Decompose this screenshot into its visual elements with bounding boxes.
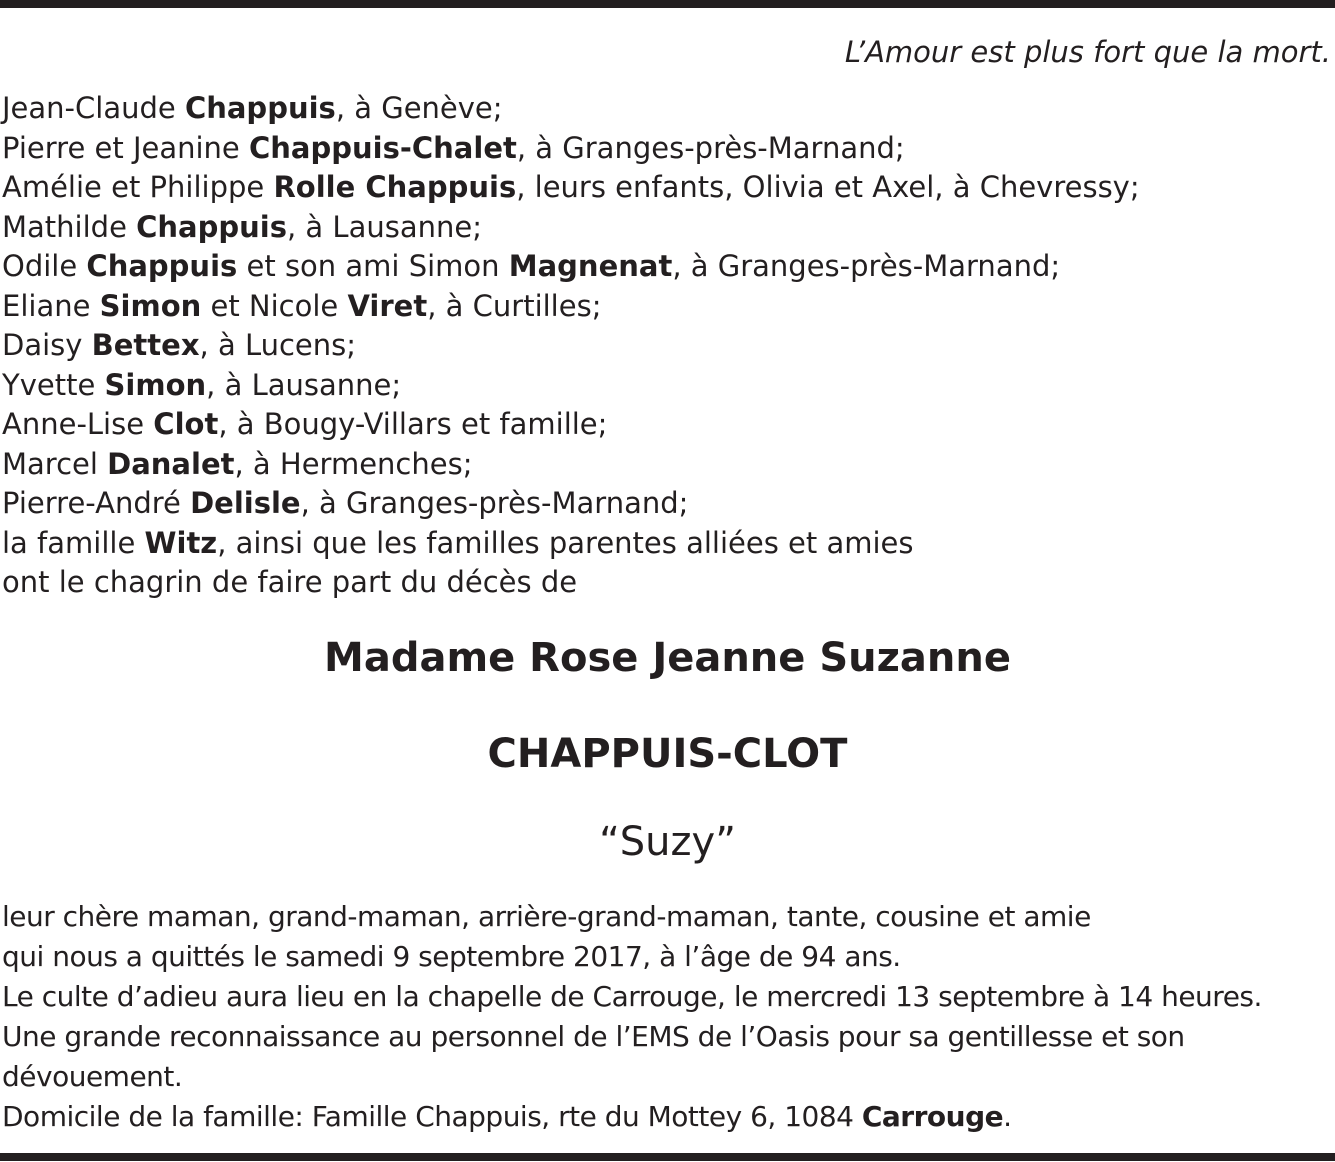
family-line: Yvette Simon, à Lausanne; — [2, 367, 402, 402]
family-surname: Magnenat — [508, 249, 673, 283]
family-line: Pierre et Jeanine Chappuis-Chalet, à Granges-près-Marnand; — [2, 130, 905, 165]
family-line: Eliane Simon et Nicole Viret, à Curtilles; — [2, 288, 602, 323]
family-surname: Delisle — [190, 486, 301, 520]
top-rule — [0, 0, 1335, 8]
family-list — [2, 89, 1140, 603]
closing-line: Le culte d’adieu aura lieu en la chapelle de Carrouge, le mercredi 13 septembre à 14 heures. — [2, 980, 1262, 1013]
family-address-line: Domicile de la famille: Famille Chappuis, rte du Mottey 6, 1084 Carrouge. — [2, 1100, 1012, 1133]
deceased-surname: CHAPPUIS-CLOT — [487, 731, 848, 777]
closing-line: Une grande reconnaissance au personnel de l’EMS de l’Oasis pour sa gentillesse et son — [2, 1020, 1185, 1053]
family-line: Odile Chappuis et son ami Simon Magnenat, à Granges-près-Marnand; — [2, 249, 1061, 283]
announcement-line: ont le chagrin de faire part du décès de — [2, 565, 578, 599]
deceased-name: Madame Rose Jeanne Suzanne — [324, 635, 1011, 681]
family-line: Mathilde Chappuis, à Lausanne; — [2, 209, 482, 244]
family-surname: Chappuis — [136, 209, 287, 244]
family-line: Daisy Bettex, à Lucens; — [2, 328, 357, 362]
family-surname: Simon — [104, 367, 207, 402]
family-surname: Bettex — [91, 328, 200, 362]
family-surname: Witz — [144, 525, 218, 560]
closing-text — [2, 897, 1262, 1137]
closing-line: qui nous a quittés le samedi 9 septembre 2017, à l’âge de 94 ans. — [2, 940, 901, 973]
family-surname: Chappuis — [86, 249, 238, 283]
closing-line: leur chère maman, grand-maman, arrière-grand-maman, tante, cousine et amie — [2, 900, 1091, 933]
family-line: Marcel Danalet, à Hermenches; — [2, 446, 473, 481]
address-town: Carrouge — [861, 1100, 1004, 1133]
family-surname: Rolle Chappuis — [273, 170, 517, 204]
family-line: Anne-Lise Clot, à Bougy-Villars et famille; — [2, 407, 608, 441]
family-surname: Clot — [153, 407, 219, 441]
family-line: Amélie et Philippe Rolle Chappuis, leurs enfants, Olivia et Axel, à Chevressy; — [2, 170, 1140, 204]
family-surname: Chappuis — [184, 91, 336, 125]
family-surname: Danalet — [107, 446, 235, 481]
family-surname: Viret — [347, 288, 428, 323]
bottom-rule — [0, 1153, 1335, 1161]
family-surname: Simon — [99, 288, 202, 323]
epigraph: L’Amour est plus fort que la mort. — [844, 35, 1331, 69]
family-line: Jean-Claude Chappuis, à Genève; — [2, 91, 503, 125]
deceased-nickname: “Suzy” — [599, 819, 736, 865]
family-line: la famille Witz, ainsi que les familles parentes alliées et amies — [2, 525, 914, 560]
closing-line: dévouement. — [2, 1060, 183, 1093]
family-surname: Chappuis-Chalet — [248, 130, 517, 165]
family-line: Pierre-André Delisle, à Granges-près-Marnand; — [2, 486, 689, 520]
